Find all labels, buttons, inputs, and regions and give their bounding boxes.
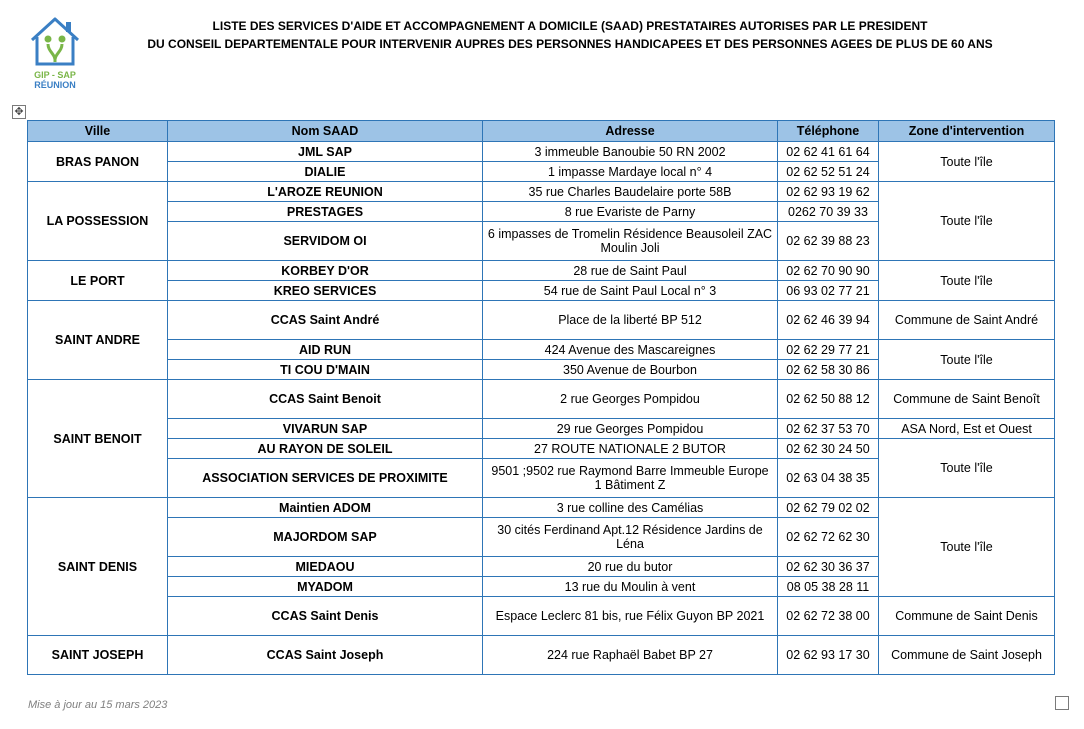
nom-cell: TI COU D'MAIN (168, 360, 483, 380)
nom-cell: ASSOCIATION SERVICES DE PROXIMITE (168, 459, 483, 498)
zone-cell: ASA Nord, Est et Ouest (879, 419, 1055, 439)
telephone-cell: 02 63 04 38 35 (778, 459, 879, 498)
adresse-cell: 27 ROUTE NATIONALE 2 BUTOR (483, 439, 778, 459)
adresse-cell: 20 rue du butor (483, 557, 778, 577)
nom-cell: L'AROZE REUNION (168, 182, 483, 202)
adresse-cell: 35 rue Charles Baudelaire porte 58B (483, 182, 778, 202)
house-icon (26, 14, 84, 70)
title-line1: LISTE DES SERVICES D'AIDE ET ACCOMPAGNEMENT A DOMICILE (SAAD) PRESTATAIRES AUTORISES PAR LE PRESIDENT (212, 19, 928, 33)
nom-cell: CCAS Saint Denis (168, 597, 483, 636)
header-adresse: Adresse (483, 121, 778, 142)
adresse-cell: 30 cités Ferdinand Apt.12 Résidence Jardins de Léna (483, 518, 778, 557)
adresse-cell: 9501 ;9502 rue Raymond Barre Immeuble Europe 1 Bâtiment Z (483, 459, 778, 498)
table-header-row (28, 121, 1055, 142)
table-row (28, 261, 1055, 281)
adresse-cell: 54 rue de Saint Paul Local n° 3 (483, 281, 778, 301)
adresse-cell: 224 rue Raphaël Babet BP 27 (483, 636, 778, 675)
table-row (28, 380, 1055, 419)
nom-cell: Maintien ADOM (168, 498, 483, 518)
adresse-cell: 2 rue Georges Pompidou (483, 380, 778, 419)
table-resize-handle-icon[interactable] (1055, 696, 1069, 710)
ville-cell: SAINT JOSEPH (28, 636, 168, 675)
nom-cell: AU RAYON DE SOLEIL (168, 439, 483, 459)
telephone-cell: 08 05 38 28 11 (778, 577, 879, 597)
nom-cell: VIVARUN SAP (168, 419, 483, 439)
saad-table (27, 120, 1055, 675)
table-row (28, 498, 1055, 518)
telephone-cell: 02 62 52 51 24 (778, 162, 879, 182)
telephone-cell: 02 62 79 02 02 (778, 498, 879, 518)
zone-cell: Commune de Saint Joseph (879, 636, 1055, 675)
telephone-cell: 02 62 72 38 00 (778, 597, 879, 636)
telephone-cell: 02 62 37 53 70 (778, 419, 879, 439)
gip-sap-logo (26, 14, 84, 94)
zone-cell: Toute l'île (879, 182, 1055, 261)
adresse-cell: Place de la liberté BP 512 (483, 301, 778, 340)
ville-cell: SAINT ANDRE (28, 301, 168, 380)
zone-cell: Commune de Saint André (879, 301, 1055, 340)
nom-cell: AID RUN (168, 340, 483, 360)
telephone-cell: 02 62 50 88 12 (778, 380, 879, 419)
document-title (120, 17, 1020, 53)
zone-cell: Toute l'île (879, 439, 1055, 498)
table-row (28, 142, 1055, 162)
adresse-cell: Espace Leclerc 81 bis, rue Félix Guyon BP 2021 (483, 597, 778, 636)
header-zone: Zone d'intervention (879, 121, 1055, 142)
nom-cell: PRESTAGES (168, 202, 483, 222)
nom-cell: CCAS Saint André (168, 301, 483, 340)
adresse-cell: 13 rue du Moulin à vent (483, 577, 778, 597)
telephone-cell: 0262 70 39 33 (778, 202, 879, 222)
header-ville: Ville (28, 121, 168, 142)
nom-cell: SERVIDOM OI (168, 222, 483, 261)
ville-cell: LE PORT (28, 261, 168, 301)
logo-text-line1: GIP - SAP (34, 70, 76, 80)
ville-cell: BRAS PANON (28, 142, 168, 182)
ville-cell: SAINT DENIS (28, 498, 168, 636)
table-row (28, 419, 1055, 439)
adresse-cell: 1 impasse Mardaye local n° 4 (483, 162, 778, 182)
telephone-cell: 02 62 29 77 21 (778, 340, 879, 360)
telephone-cell: 02 62 72 62 30 (778, 518, 879, 557)
adresse-cell: 3 immeuble Banoubie 50 RN 2002 (483, 142, 778, 162)
adresse-cell: 28 rue de Saint Paul (483, 261, 778, 281)
telephone-cell: 02 62 30 36 37 (778, 557, 879, 577)
logo-text-line2: RÉUNION (34, 80, 76, 90)
table-row (28, 597, 1055, 636)
nom-cell: CCAS Saint Benoit (168, 380, 483, 419)
telephone-cell: 02 62 30 24 50 (778, 439, 879, 459)
adresse-cell: 424 Avenue des Mascareignes (483, 340, 778, 360)
telephone-cell: 02 62 93 17 30 (778, 636, 879, 675)
nom-cell: DIALIE (168, 162, 483, 182)
zone-cell: Commune de Saint Denis (879, 597, 1055, 636)
zone-cell: Commune de Saint Benoît (879, 380, 1055, 419)
title-line2: DU CONSEIL DEPARTEMENTALE POUR INTERVENIR AUPRES DES PERSONNES HANDICAPEES ET DES PERSONNES AGEES DE PLUS DE 60 ANS (147, 37, 993, 51)
adresse-cell: 3 rue colline des Camélias (483, 498, 778, 518)
telephone-cell: 06 93 02 77 21 (778, 281, 879, 301)
nom-cell: MIEDAOU (168, 557, 483, 577)
adresse-cell: 8 rue Evariste de Parny (483, 202, 778, 222)
ville-cell: LA POSSESSION (28, 182, 168, 261)
table-row (28, 301, 1055, 340)
zone-cell: Toute l'île (879, 340, 1055, 380)
telephone-cell: 02 62 70 90 90 (778, 261, 879, 281)
header-nom: Nom SAAD (168, 121, 483, 142)
zone-cell: Toute l'île (879, 261, 1055, 301)
nom-cell: CCAS Saint Joseph (168, 636, 483, 675)
nom-cell: MAJORDOM SAP (168, 518, 483, 557)
nom-cell: KORBEY D'OR (168, 261, 483, 281)
telephone-cell: 02 62 41 61 64 (778, 142, 879, 162)
telephone-cell: 02 62 58 30 86 (778, 360, 879, 380)
table-row (28, 340, 1055, 360)
adresse-cell: 350 Avenue de Bourbon (483, 360, 778, 380)
update-date-note: Mise à jour au 15 mars 2023 (28, 699, 168, 711)
zone-cell: Toute l'île (879, 498, 1055, 597)
telephone-cell: 02 62 46 39 94 (778, 301, 879, 340)
table-row (28, 182, 1055, 202)
header-telephone: Téléphone (778, 121, 879, 142)
nom-cell: MYADOM (168, 577, 483, 597)
adresse-cell: 6 impasses de Tromelin Résidence Beausoleil ZAC Moulin Joli (483, 222, 778, 261)
table-row (28, 439, 1055, 459)
telephone-cell: 02 62 39 88 23 (778, 222, 879, 261)
telephone-cell: 02 62 93 19 62 (778, 182, 879, 202)
table-row (28, 636, 1055, 675)
nom-cell: JML SAP (168, 142, 483, 162)
ville-cell: SAINT BENOIT (28, 380, 168, 498)
zone-cell: Toute l'île (879, 142, 1055, 182)
adresse-cell: 29 rue Georges Pompidou (483, 419, 778, 439)
nom-cell: KREO SERVICES (168, 281, 483, 301)
table-move-handle-icon[interactable]: ✥ (12, 105, 26, 119)
